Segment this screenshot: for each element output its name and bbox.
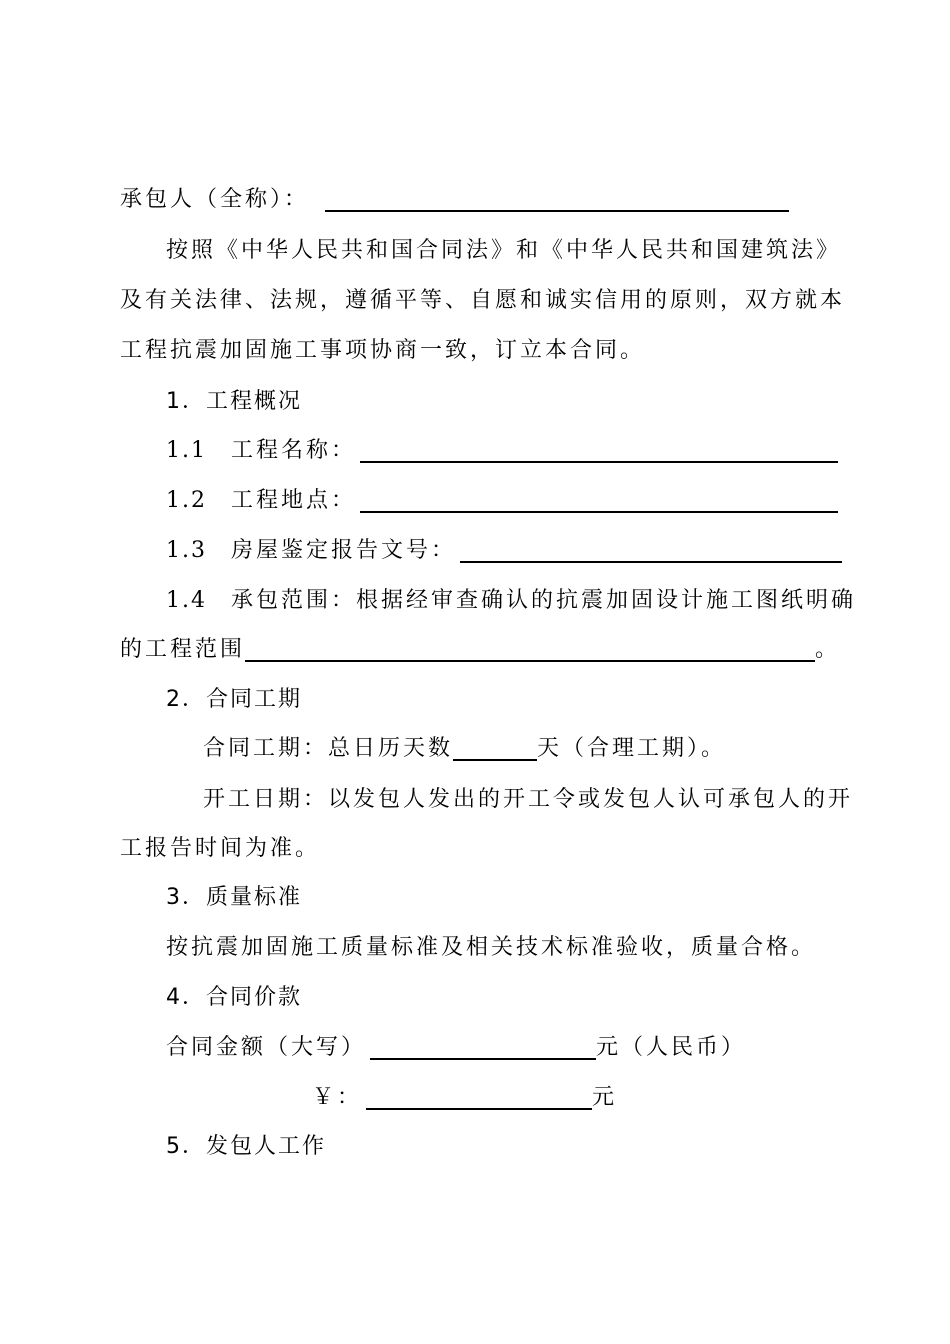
item-1-2-number: 1.2: [166, 488, 207, 513]
duration-line: [203, 729, 726, 769]
duration-suffix: 天（合理工期）。: [537, 736, 727, 761]
section-3-heading: 3．质量标准: [166, 885, 302, 910]
yen-line: [312, 1078, 617, 1118]
section-2-heading: 2．合同工期: [166, 687, 302, 712]
item-1-3-number: 1.3: [166, 538, 207, 563]
item-1-4-label: 承包范围：根据经审查确认的抗震加固设计施工图纸明确: [231, 588, 857, 613]
amount-in-words-field[interactable]: [370, 1034, 596, 1060]
section-4-heading: 4．合同价款: [166, 985, 302, 1010]
amount-in-figures-field[interactable]: [366, 1084, 592, 1110]
item-1-3: [166, 531, 842, 571]
item-1-3-label: 房屋鉴定报告文号：: [231, 538, 457, 563]
section-5-heading: 5．发包人工作: [166, 1134, 326, 1159]
amount-label: 合同金额（大写）: [166, 1035, 367, 1060]
project-location-field[interactable]: [360, 487, 838, 513]
item-1-4-number: 1.4: [166, 588, 207, 613]
scope-end: 。: [815, 637, 841, 662]
intro-line-2: 及有关法律、法规，遵循平等、自愿和诚实信用的原则，双方就本: [120, 288, 846, 313]
start-date-line-2: 工报告时间为准。: [120, 836, 321, 861]
intro-line-3: 工程抗震加固施工事项协商一致，订立本合同。: [120, 338, 646, 363]
appraisal-report-number-field[interactable]: [460, 537, 842, 563]
contractor-line: [120, 180, 789, 220]
amount-suffix: 元（人民币）: [596, 1035, 747, 1060]
scope-continuation-line: [120, 630, 840, 670]
section-1-heading: 1．工程概况: [166, 389, 302, 414]
duration-label: 合同工期：总日历天数: [203, 736, 454, 761]
item-1-1-label: 工程名称：: [231, 438, 357, 463]
start-date-line-1: 开工日期：以发包人发出的开工令或发包人认可承包人的开: [203, 787, 854, 812]
contractor-name-field[interactable]: [325, 186, 789, 212]
scope-continuation-text: 的工程范围: [120, 637, 246, 662]
item-1-2-label: 工程地点：: [231, 488, 357, 513]
project-name-field[interactable]: [360, 437, 838, 463]
scope-field[interactable]: [245, 636, 815, 662]
contractor-label: 承包人（全称）：: [120, 187, 310, 212]
duration-days-field[interactable]: [453, 735, 537, 761]
intro-line-1: 按照《中华人民共和国合同法》和《中华人民共和国建筑法》: [166, 238, 842, 263]
item-1-4: [166, 581, 856, 621]
amount-line: [166, 1028, 746, 1068]
item-1-2: [166, 481, 838, 521]
item-1-1-number: 1.1: [166, 438, 207, 463]
yen-suffix: 元: [592, 1085, 618, 1110]
yen-label: ￥：: [312, 1085, 363, 1110]
item-1-1: [166, 431, 838, 471]
quality-text: 按抗震加固施工质量标准及相关技术标准验收，质量合格。: [166, 935, 817, 960]
